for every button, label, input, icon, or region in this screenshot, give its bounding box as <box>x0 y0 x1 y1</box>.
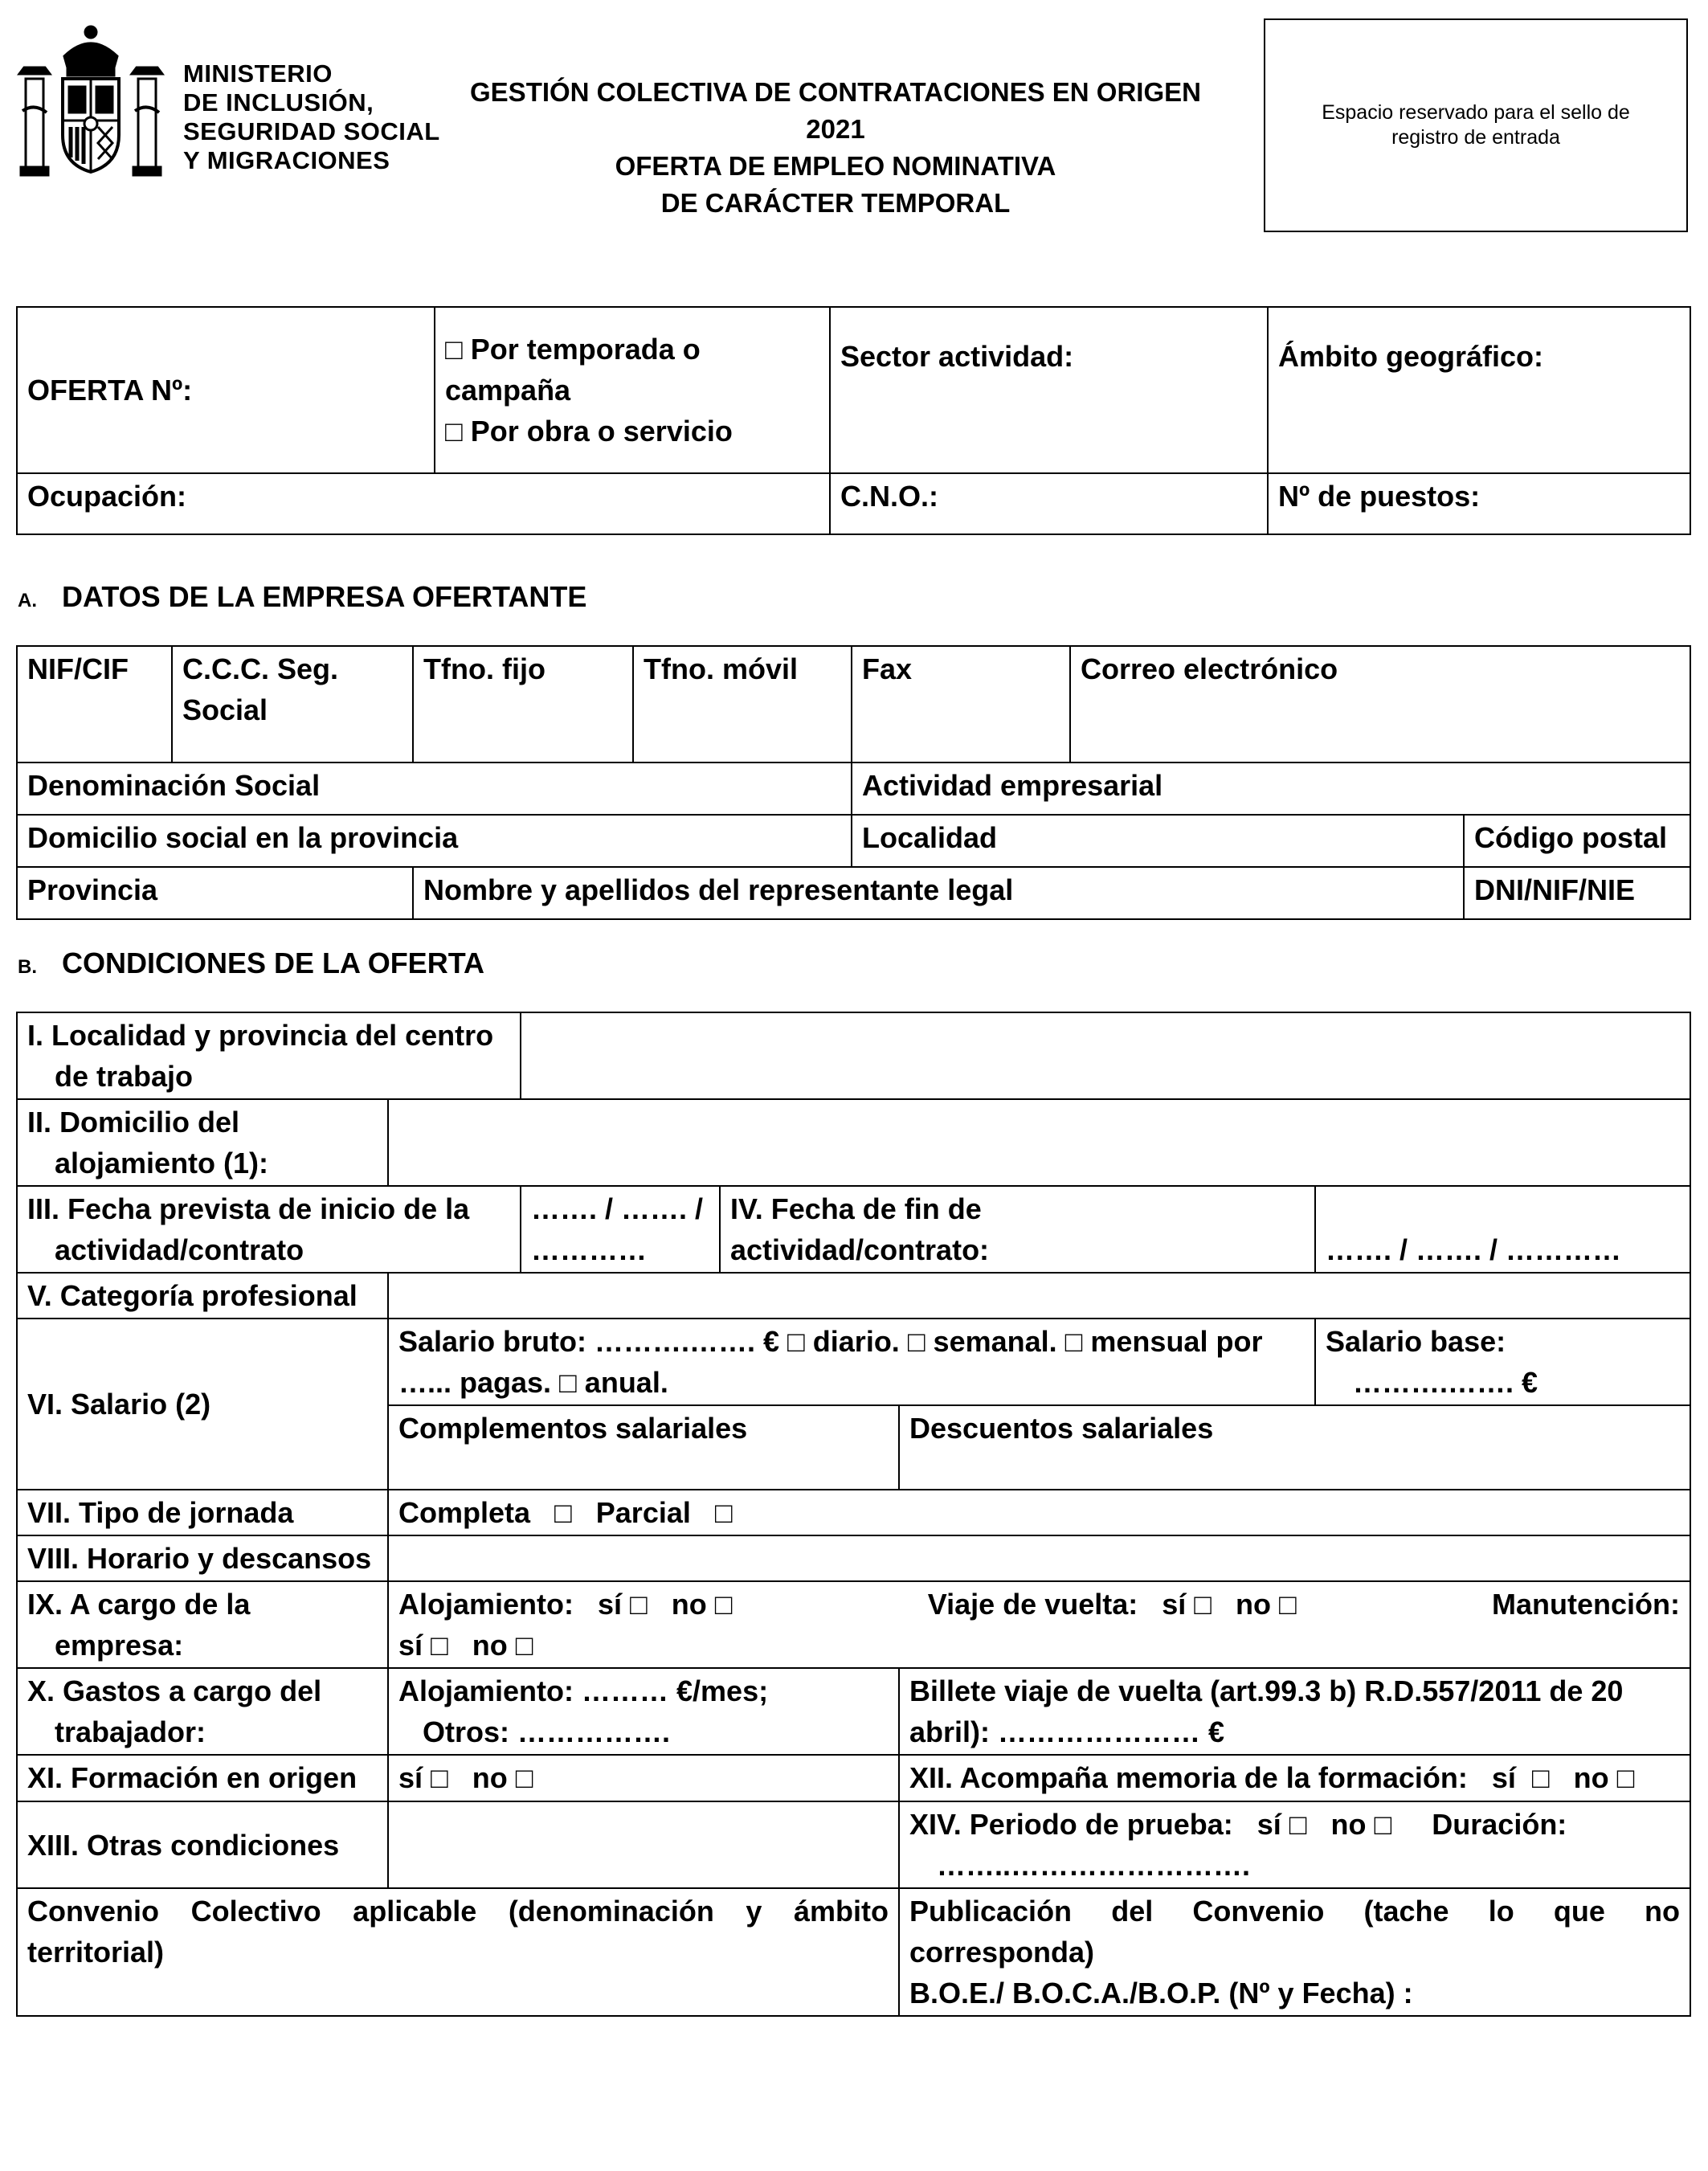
cargo-empresa-options[interactable] <box>388 1581 1690 1668</box>
puestos-label: Nº de puestos: <box>1278 480 1481 513</box>
horario-label: VIII. Horario y descansos <box>27 1542 372 1575</box>
localidad-field[interactable] <box>852 815 1464 867</box>
viaje-vuelta-option[interactable]: Viaje de vuelta: sí □ no □ <box>927 1588 1297 1621</box>
otras-condiciones-label-cell <box>17 1801 388 1888</box>
ocupacion-label: Ocupación: <box>27 480 187 513</box>
contract-type-options[interactable] <box>435 307 830 473</box>
correo-field[interactable] <box>1070 646 1690 763</box>
option-obra[interactable]: □ Por obra o servicio <box>445 415 733 448</box>
salario-bruto-field[interactable] <box>388 1319 1315 1405</box>
billete-field[interactable] <box>899 1668 1690 1755</box>
otros-trabajador-text: Otros: ……………. <box>423 1715 671 1748</box>
boe-label: B.O.E./ B.O.C.A./B.O.P. (Nº y Fecha) : <box>909 1977 1413 2010</box>
duracion-value: ……..……………………. <box>937 1849 1251 1882</box>
categoria-field[interactable] <box>388 1273 1690 1319</box>
fecha-inicio-field[interactable] <box>521 1186 720 1273</box>
tfno-fijo-label: Tfno. fijo <box>423 652 545 685</box>
memoria-formacion-options[interactable] <box>899 1755 1690 1801</box>
domicilio-label: Domicilio social en la provincia <box>27 821 459 854</box>
tfno-movil-label: Tfno. móvil <box>644 652 798 685</box>
r4-line-a: IV. Fecha de fin de <box>730 1192 982 1225</box>
salario-label-cell <box>17 1319 388 1490</box>
horario-label-cell <box>17 1535 388 1581</box>
r10-line-b: trabajador: <box>55 1715 206 1748</box>
r2-line-b: alojamiento (1): <box>55 1147 269 1180</box>
offer-table <box>16 306 1691 535</box>
r2-line-a: II. Domicilio del <box>27 1106 240 1139</box>
categoria-label-cell <box>17 1273 388 1319</box>
cno-field[interactable] <box>830 473 1268 534</box>
convenio-label: Convenio Colectivo aplicable (denominación y ámbito territorial) <box>27 1895 889 1969</box>
actividad-field[interactable] <box>852 763 1690 815</box>
section-a-letter: A. <box>18 590 37 611</box>
title-line-1: GESTIÓN COLECTIVA DE CONTRATACIONES EN ORIGEN 2021 <box>470 77 1201 144</box>
sector-field[interactable] <box>830 307 1268 473</box>
tfno-fijo-field[interactable] <box>413 646 633 763</box>
periodo-prueba-field[interactable] <box>899 1801 1690 1888</box>
publicacion-label: Publicación del Convenio (tache lo que no corresponda) <box>909 1895 1680 1969</box>
jornada-options-text[interactable]: Completa □ Parcial □ <box>398 1496 733 1529</box>
publicacion-field[interactable] <box>899 1888 1690 2016</box>
title-line-2: OFERTA DE EMPLEO NOMINATIVA <box>615 151 1056 181</box>
descuentos-label: Descuentos salariales <box>909 1412 1214 1445</box>
r3-line-b: actividad/contrato <box>55 1233 304 1266</box>
domicilio-field[interactable] <box>17 815 852 867</box>
otras-condiciones-label: XIII. Otras condiciones <box>27 1828 340 1862</box>
localidad-centro-field[interactable] <box>521 1012 1690 1099</box>
localidad-centro-label-cell <box>17 1012 521 1099</box>
r9-line-a: IX. A cargo de la <box>27 1588 251 1621</box>
nif-label: NIF/CIF <box>27 652 129 685</box>
fax-label: Fax <box>862 652 913 685</box>
stamp-box <box>1264 18 1688 232</box>
fecha-inicio-placeholder: ……. / ……. / ………… <box>531 1192 704 1266</box>
otras-condiciones-field[interactable] <box>388 1801 899 1888</box>
salario-base-value: ……….……. € <box>1353 1366 1538 1399</box>
stamp-box-text: Espacio reservado para el sello de registro de entrada <box>1322 101 1630 149</box>
r10-line-a: X. Gastos a cargo del <box>27 1674 322 1707</box>
coat-of-arms-icon <box>14 22 167 180</box>
horario-field[interactable] <box>388 1535 1690 1581</box>
oferta-number-label: OFERTA Nº: <box>27 374 193 407</box>
r9-line-b: empresa: <box>55 1629 184 1662</box>
salario-base-field[interactable] <box>1315 1319 1690 1405</box>
dni-label: DNI/NIF/NIE <box>1474 873 1636 906</box>
denominacion-label: Denominación Social <box>27 769 321 802</box>
section-a-heading <box>18 580 586 614</box>
manutencion-option[interactable]: sí □ no □ <box>398 1629 533 1662</box>
manutencion-label: Manutención: <box>1492 1588 1680 1621</box>
dni-field[interactable] <box>1464 867 1690 919</box>
section-b-heading <box>18 946 484 980</box>
fecha-fin-placeholder: ……. / ……. / ………… <box>1326 1233 1622 1266</box>
fecha-fin-field[interactable] <box>1315 1186 1690 1273</box>
puestos-field[interactable] <box>1268 473 1690 534</box>
r1-line-b: de trabajo <box>55 1060 194 1093</box>
jornada-label-cell <box>17 1490 388 1535</box>
ambito-field[interactable] <box>1268 307 1690 473</box>
ocupacion-field[interactable] <box>17 473 830 534</box>
billete-text: Billete viaje de vuelta (art.99.3 b) R.D.557/2011 de 20 abril): ………………… € <box>909 1674 1624 1748</box>
alojamiento-empresa-option[interactable]: Alojamiento: sí □ no □ <box>398 1588 733 1621</box>
salario-base-label: Salario base: <box>1326 1325 1506 1358</box>
provincia-field[interactable] <box>17 867 413 919</box>
ministry-line-1: MINISTERIO <box>183 59 333 88</box>
fax-field[interactable] <box>852 646 1070 763</box>
categoria-label: V. Categoría profesional <box>27 1279 358 1312</box>
memoria-formacion-text[interactable]: XII. Acompaña memoria de la formación: sí □ no □ <box>909 1761 1635 1794</box>
cargo-empresa-label-cell <box>17 1581 388 1668</box>
ministry-line-2: DE INCLUSIÓN, <box>183 88 374 117</box>
gastos-trabajador-label-cell <box>17 1668 388 1755</box>
representante-label: Nombre y apellidos del representante legal <box>423 873 1014 906</box>
ministry-line-4: Y MIGRACIONES <box>183 146 390 174</box>
section-a-title: DATOS DE LA EMPRESA OFERTANTE <box>62 580 587 613</box>
r3-line-a: III. Fecha prevista de inicio de la <box>27 1192 470 1225</box>
oferta-number-field[interactable] <box>17 307 435 473</box>
r1-line-a: I. Localidad y provincia del centro <box>27 1019 494 1052</box>
cno-label: C.N.O.: <box>840 480 938 513</box>
section-b-title: CONDICIONES DE LA OFERTA <box>62 946 485 979</box>
ccc-field[interactable] <box>172 646 413 763</box>
nif-field[interactable] <box>17 646 172 763</box>
option-temporada[interactable]: □ Por temporada o campaña <box>445 333 701 407</box>
company-table <box>16 645 1691 920</box>
representante-field[interactable] <box>413 867 1464 919</box>
complementos-field[interactable] <box>388 1405 899 1490</box>
domicilio-alojamiento-field[interactable] <box>388 1099 1690 1186</box>
actividad-label: Actividad empresarial <box>862 769 1163 802</box>
codigo-postal-label: Código postal <box>1474 821 1667 854</box>
gastos-alojamiento-field[interactable] <box>388 1668 899 1755</box>
salario-label: VI. Salario (2) <box>27 1388 211 1421</box>
salario-bruto-text: Salario bruto: ……….……. € □ diario. □ semanal. □ mensual por …... pagas. □ anual. <box>398 1325 1263 1399</box>
correo-label: Correo electrónico <box>1081 652 1338 685</box>
section-b-letter: B. <box>18 956 37 978</box>
formacion-label-cell <box>17 1755 388 1801</box>
sector-label: Sector actividad: <box>840 340 1074 373</box>
ministry-line-3: SEGURIDAD SOCIAL <box>183 117 440 145</box>
document-title <box>450 74 1221 222</box>
formacion-options[interactable] <box>388 1755 899 1801</box>
descuentos-field[interactable] <box>899 1405 1690 1490</box>
localidad-label: Localidad <box>862 821 998 854</box>
convenio-field[interactable] <box>17 1888 899 2016</box>
ministry-name <box>183 59 456 175</box>
codigo-postal-field[interactable] <box>1464 815 1690 867</box>
periodo-prueba-text[interactable]: XIV. Periodo de prueba: sí □ no □ Duración: <box>909 1808 1567 1841</box>
fecha-fin-label-cell <box>720 1186 1315 1273</box>
formacion-label: XI. Formación en origen <box>27 1761 358 1794</box>
conditions-table <box>16 1012 1691 2017</box>
complementos-label: Complementos salariales <box>398 1412 748 1445</box>
provincia-label: Provincia <box>27 873 158 906</box>
title-line-3: DE CARÁCTER TEMPORAL <box>660 188 1011 218</box>
denominacion-field[interactable] <box>17 763 852 815</box>
ccc-label: C.C.C. Seg. Social <box>182 652 339 726</box>
fecha-inicio-label-cell <box>17 1186 521 1273</box>
jornada-label: VII. Tipo de jornada <box>27 1496 294 1529</box>
domicilio-alojamiento-label-cell <box>17 1099 388 1186</box>
alojamiento-trabajador-text: Alojamiento: ……… €/mes; <box>398 1674 769 1707</box>
r4-line-b: actividad/contrato: <box>730 1233 990 1266</box>
formacion-options-text[interactable]: sí □ no □ <box>398 1761 533 1794</box>
ambito-label: Ámbito geográfico: <box>1278 340 1543 373</box>
tfno-movil-field[interactable] <box>633 646 852 763</box>
jornada-options[interactable] <box>388 1490 1690 1535</box>
